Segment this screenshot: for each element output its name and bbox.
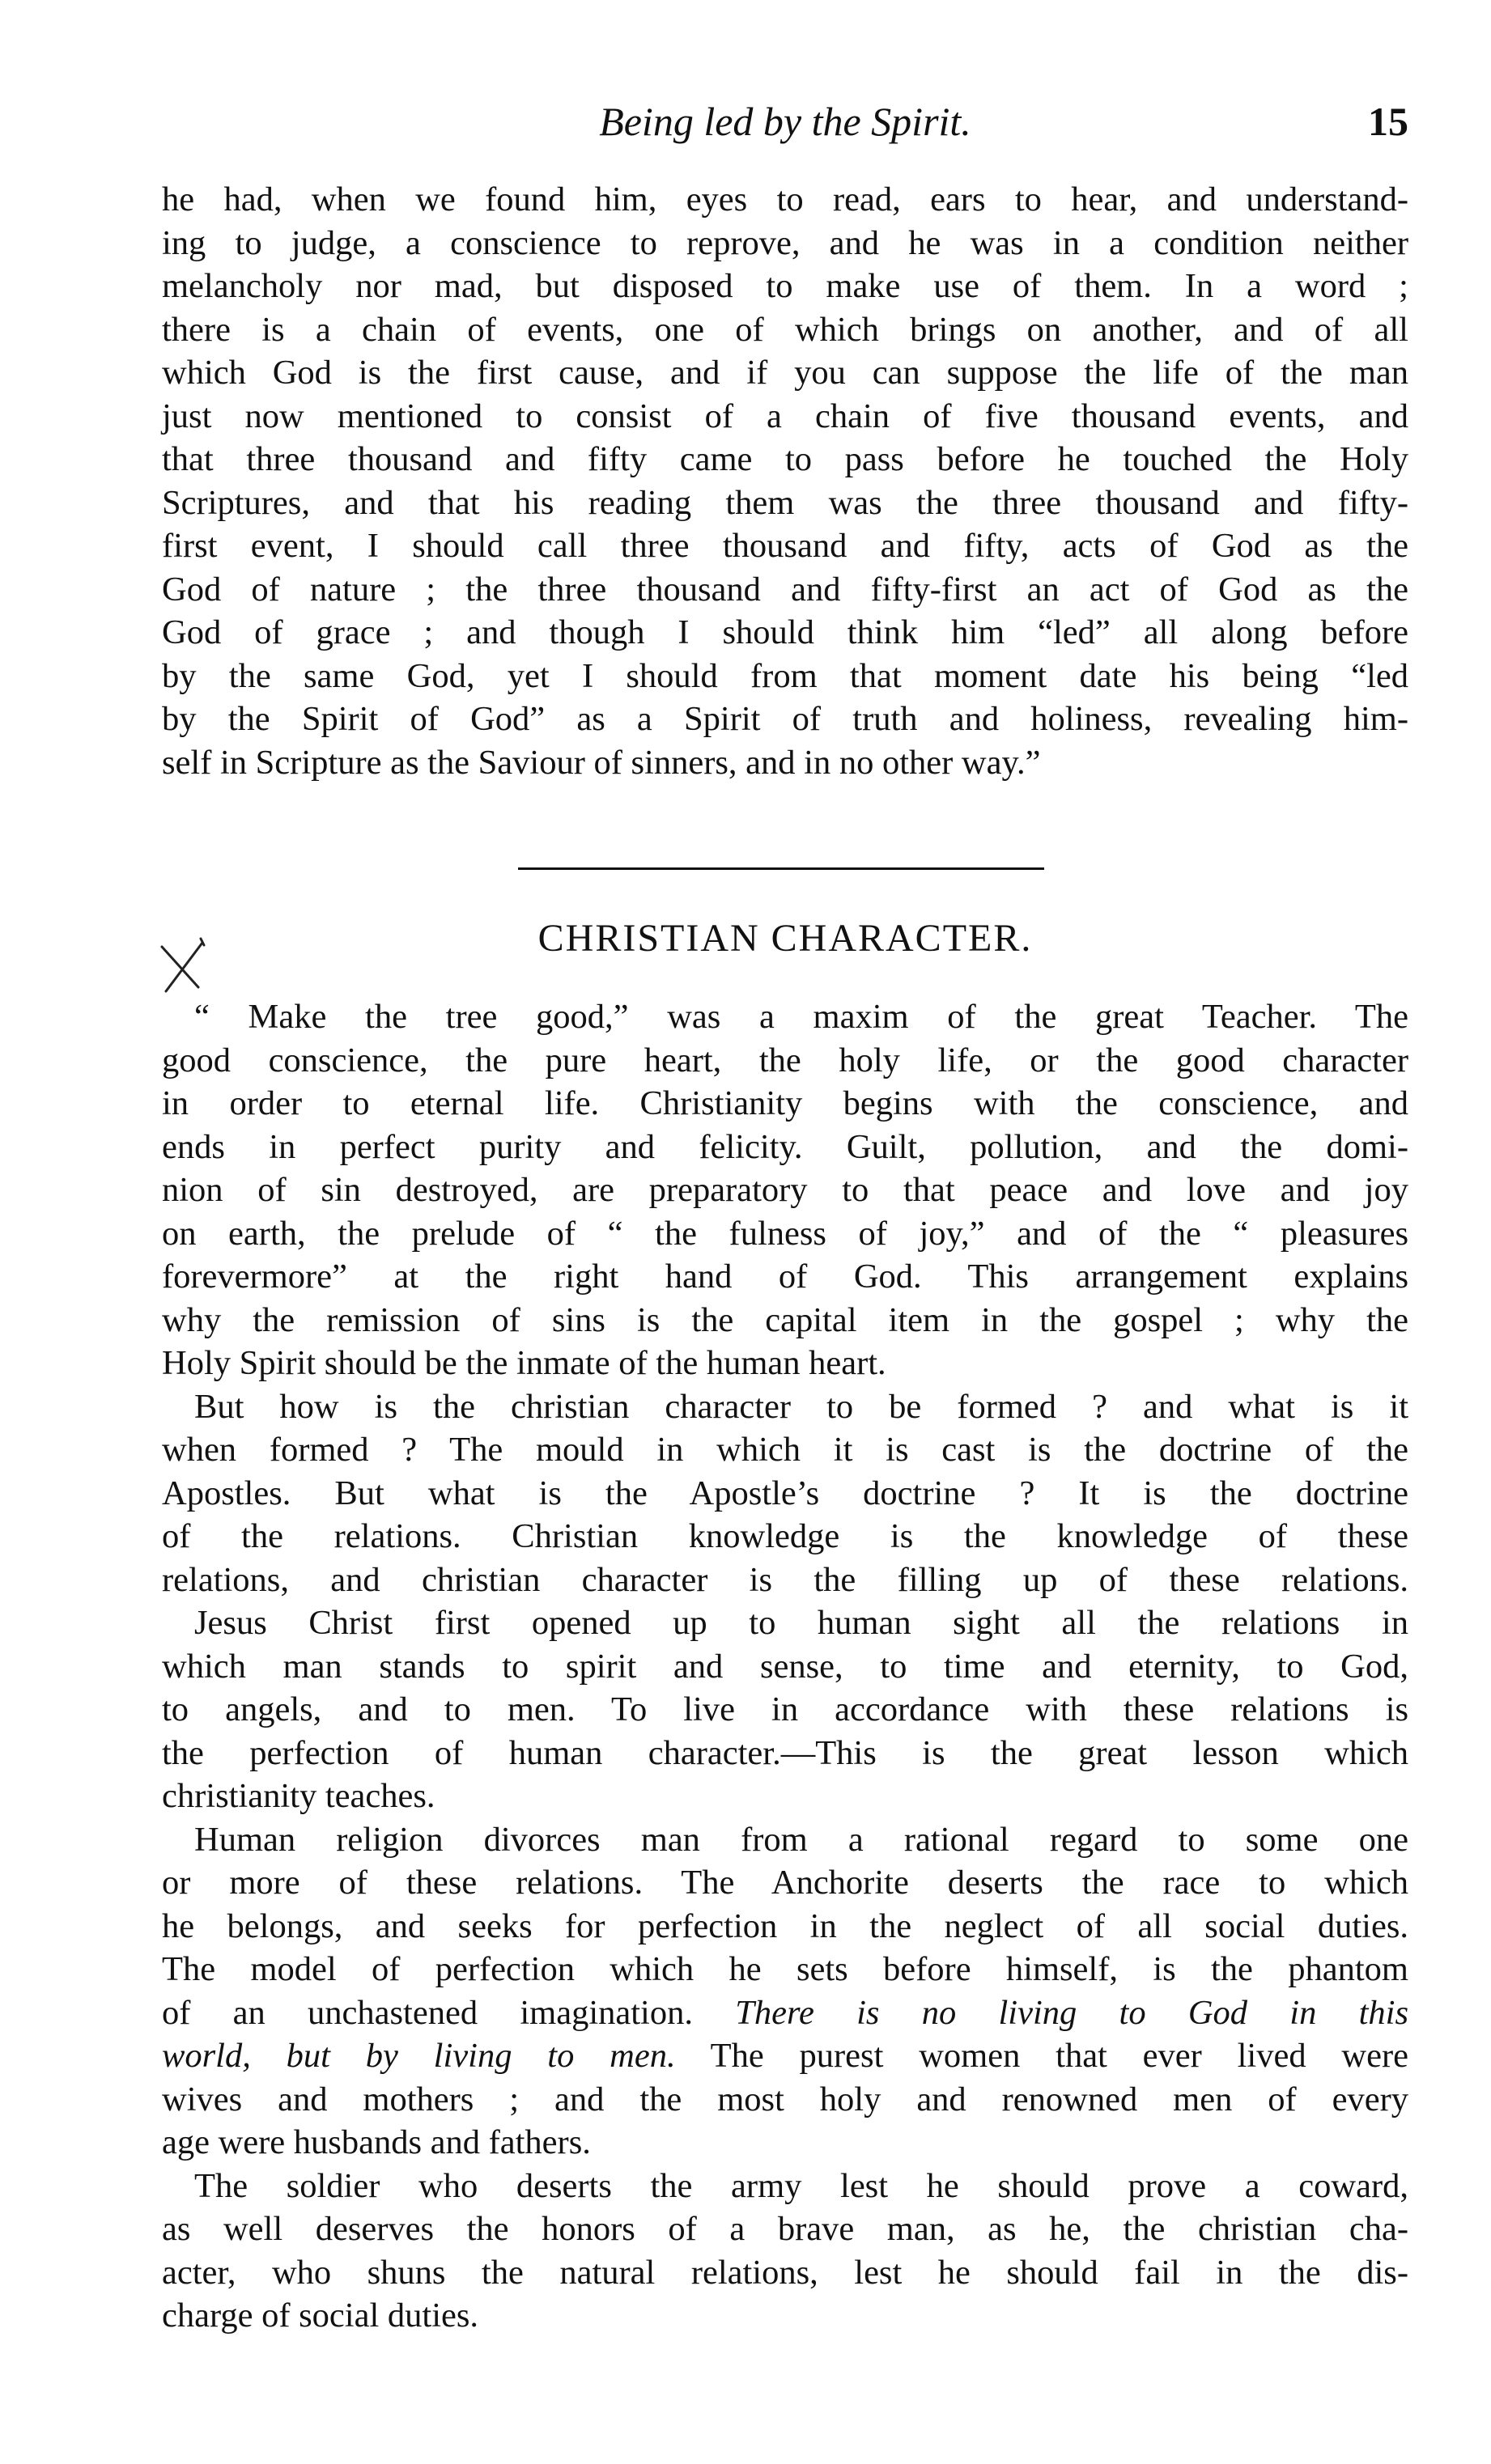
text-line: The model of perfection which he sets before himself, is the phantom <box>162 1950 1408 1988</box>
text-line: he had, when we found him, eyes to read, ears to hear, and understand- <box>162 180 1408 218</box>
running-head: Being led by the Spirit. <box>599 99 971 144</box>
text-line: just now mentioned to consist of a chain of five thousand events, and <box>162 397 1408 435</box>
text-line: “ Make the tree good,” was a maxim of the great Teacher. The <box>194 998 1408 1036</box>
text-line: charge of social duties. <box>162 2296 479 2335</box>
text-line: on earth, the prelude of “ the fulness of joy,” and of the “ pleasures <box>162 1214 1408 1253</box>
italic-text-run: world, but by living to men. <box>162 2037 676 2075</box>
text-line: which man stands to spirit and sense, to time and eternity, to God, <box>162 1647 1408 1686</box>
text-line: there is a chain of events, one of which brings on another, and of all <box>162 310 1408 349</box>
text-line-mixed <box>162 2034 1408 2078</box>
text-line: Holy Spirit should be the inmate of the human heart. <box>162 1344 886 1382</box>
page-number: 15 <box>1368 99 1408 144</box>
text-line-mixed <box>162 1991 1408 2035</box>
text-line: when formed ? The mould in which it is cast is the doctrine of the <box>162 1431 1408 1469</box>
text-line: Jesus Christ first opened up to human sight all the relations in <box>194 1604 1408 1642</box>
text-line: christianity teaches. <box>162 1777 435 1815</box>
text-line: he belongs, and seeks for perfection in the neglect of all social duties. <box>162 1906 1408 1945</box>
text-line: God of nature ; the three thousand and fifty-first an act of God as the <box>162 570 1408 609</box>
text-line: wives and mothers ; and the most holy and renowned men of every <box>162 2080 1408 2118</box>
text-line: the perfection of human character.—This is the great lesson which <box>162 1733 1408 1772</box>
text-run: The purest women that ever lived were <box>710 2037 1408 2075</box>
text-line: good conscience, the pure heart, the holy life, or the good character <box>162 1041 1408 1079</box>
text-line: or more of these relations. The Anchorite deserts the race to which <box>162 1864 1408 1902</box>
text-line: ing to judge, a conscience to reprove, and he was in a condition neither <box>162 223 1408 262</box>
text-line: age were husbands and fathers. <box>162 2123 591 2161</box>
text-run: of an unchastened imagination. <box>162 1993 693 2032</box>
text-line: Apostles. But what is the Apostle’s doctrine ? It is the doctrine <box>162 1474 1408 1512</box>
text-line: The soldier who deserts the army lest he should prove a coward, <box>194 2166 1408 2205</box>
text-line: self in Scripture as the Saviour of sinners, and in no other way.” <box>162 743 1041 782</box>
section-divider <box>518 867 1044 870</box>
text-line: why the remission of sins is the capital item in the gospel ; why the <box>162 1300 1408 1339</box>
text-line: God of grace ; and though I should think him “led” all along before <box>162 613 1408 651</box>
text-line: melancholy nor mad, but disposed to make use of them. In a word ; <box>162 267 1408 305</box>
text-line: forevermore” at the right hand of God. This arrangement explains <box>162 1257 1408 1296</box>
text-line: ends in perfect purity and felicity. Guilt, pollution, and the domi- <box>162 1127 1408 1166</box>
text-line: by the same God, yet I should from that moment date his being “led <box>162 656 1408 695</box>
text-line: acter, who shuns the natural relations, lest he should fail in the dis- <box>162 2253 1408 2292</box>
text-line: that three thousand and fifty came to pass before he touched the Holy <box>162 440 1408 478</box>
text-line: in order to eternal life. Christianity begins with the conscience, and <box>162 1084 1408 1122</box>
text-line: relations, and christian character is the filling up of these relations. <box>162 1560 1408 1599</box>
section-heading: CHRISTIAN CHARACTER. <box>537 917 1033 960</box>
page-header <box>162 97 1408 162</box>
text-line: Human religion divorces man from a rational regard to some one <box>194 1820 1408 1859</box>
text-line: Scriptures, and that his reading them was the three thousand and fifty- <box>162 483 1408 522</box>
text-line: by the Spirit of God” as a Spirit of truth and holiness, revealing him- <box>162 700 1408 738</box>
text-line: nion of sin destroyed, are preparatory to that peace and love and joy <box>162 1171 1408 1209</box>
section-body <box>162 995 1408 2338</box>
text-line: as well deserves the honors of a brave man, as he, the christian cha- <box>162 2210 1408 2248</box>
italic-text-run: There is no living to God in this <box>735 1993 1408 2032</box>
text-line: to angels, and to men. To live in accordance with these relations is <box>162 1690 1408 1728</box>
continued-paragraph <box>162 178 1408 784</box>
text-line: which God is the first cause, and if you can suppose the life of the man <box>162 354 1408 392</box>
text-line: But how is the christian character to be formed ? and what is it <box>194 1387 1408 1426</box>
text-line: first event, I should call three thousand and fifty, acts of God as the <box>162 527 1408 565</box>
text-line: of the relations. Christian knowledge is the knowledge of these <box>162 1517 1408 1555</box>
